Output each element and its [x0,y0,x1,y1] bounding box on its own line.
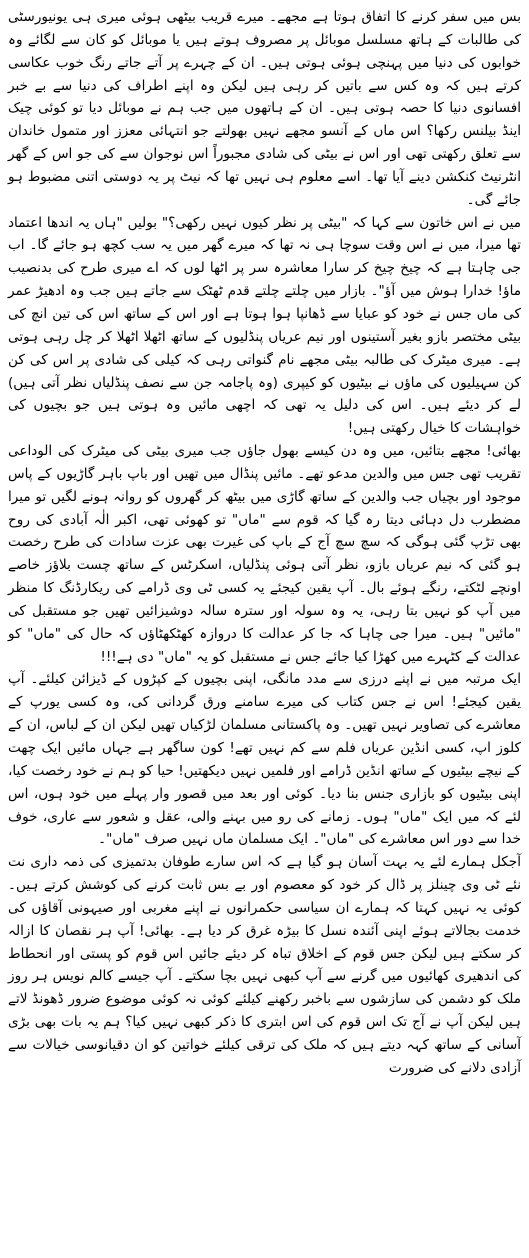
article-paragraph-5: آجکل ہمارے لئے یہ بہت آسان ہو گیا ہے کہ اس سارے طوفان بدتمیزی کی ذمہ داری نت نئے ٹی وی چینلز پر ڈال کر خود کو معصوم اور بے بس ثابت کرنے کی کوشش کرتے ہیں۔ کوئی یہ نہیں کہتا کہ ہمارے ان سیاسی حکمرانوں نے اپنے مغربی اور صیہونی آقاؤں کی خدمت بجالاتے ہوئے اپنی آئندہ نسل کا بیڑہ غرق کر دیا ہے۔ بھائی! آپ ہر نقصان کا ازالہ کر سکتے ہیں لیکن جس قوم کے اخلاق تباہ کر دیئے جائیں اس قوم کو پستی اور انحطاط کی اندھیری کھائیوں میں گرنے سے آپ کبھی نہیں بچا سکتے۔ آپ جیسے کالم نویس ہر روز ملک کو دشمن کی سازشوں سے باخبر رکھنے کیلئے کوئی نہ کوئی موضوع ضرور ڈھونڈ لاتے ہیں لیکن آپ نے آج تک اس قوم کی اس ابتری کا ذکر کبھی نہیں کیا؟ ہم یہ بات بھی بڑی آسانی کے ساتھ کہہ دیتے ہیں کہ ملک کی ترقی کیلئے خواتین کو ان دقیانوسی خیالات سے آزادی دلانے کی ضرورت [8,854,521,1076]
article-paragraph-1: بس میں سفر کرنے کا اتفاق ہوتا ہے مجھے۔ میرے قریب بیٹھی ہوئی میری ہی یونیورسٹی کی طالبات کے ہاتھ مسلسل موبائل پر مصروف ہوتے ہیں یا موبائل کو کان سے لگائے وہ خوابوں کی دنیا میں پہنچی ہوئی ہوتی ہیں۔ ان کے چہرے پر آتے جاتے رنگ خوب عکاسی کرتے ہیں کہ وہ کس سے باتیں کر رہی ہیں لیکن وہ اپنے اطراف کی دنیا سے بے خبر افسانوی دنیا کا حصہ ہوتی ہیں۔ ان کے ہاتھوں میں جب ہم نے موبائل دیا تو کوئی چیک اینڈ بیلنس رکھا؟ اس ماں کے آنسو مجھے نہیں بھولتے جو انتہائی معزز اور متمول خاندان سے تعلق رکھتی تھی اور اس نے بیٹی کی شادی مجبوراً اس نوجوان سے کی جو اس کے گھر انٹرنیٹ کنکشن دینے آیا تھا۔ اسے معلوم ہی نہیں تھا کہ نیٹ پر یہ دوستی اتنی مضبوط ہو جائے گی۔ [8,9,521,208]
article-paragraph-4: ایک مرتبہ میں نے اپنے درزی سے مدد مانگی، اپنی بچیوں کے کپڑوں کے ڈیزائن کیلئے۔ آپ یقین کیجئے! اس نے جس کتاب کی میرے سامنے ورق گردانی کی، وہ کسی یورپ کے معاشرے کی تصاویر نہیں تھیں۔ وہ پاکستانی مسلمان لڑکیاں تھیں لیکن ان کے لباس، ان کے کلوز اپ، کسی انڈین عریاں فلم سے کم نہیں تھے! کون ساگھر ہے جہاں مائیں ایک چھت کے نیچے بیٹیوں کے ساتھ انڈین ڈرامے اور فلمیں نہیں دیکھتیں! حیا کو ہم نے خود رخصت کیا، اپنی بیٹیوں کو بازاری جنس بنا دیا۔ کوئی اور بعد میں قصور وار پہلے میں خود ہوں، اس لئے کہ میں ایک "ماں" ہوں۔ زمانے کی رو میں بہنے والی، عقل و شعور سے عاری، خوف خدا سے دور اس معاشرے کی "ماں"۔ ایک مسلمان ماں نہیں صرف "ماں"۔ [8,671,521,848]
article-paragraph-3: بھائی! مجھے بتائیں، میں وہ دن کیسے بھول جاؤں جب میری بیٹی کی میٹرک کی الوداعی تقریب تھی جس میں والدین مدعو تھے۔ مائیں پنڈال میں تھیں اور باپ باہر گاڑیوں کے پاس موجود اور بچیاں جب والدین کے ساتھ گاڑی میں بیٹھ کر گھروں کو روانہ ہونے لگیں تو میرا مضطرب دل دہائی دیتا رہ گیا کہ قوم سے "ماں" تو کھوئی تھی، اکبر الٰہ آبادی کی روح بھی تڑپ گئی ہوگی کہ سچ سچ آج کے باپ کی غیرت بھی عزت سادات کی طرح رخصت ہو گئی کہ نیم عریاں بازو، نظر آتی ہوئی پنڈلیاں، اسکرٹس کے ساتھ چست بلاؤز خاصے اونچے لٹکتے، رنگے ہوئے بال۔ آپ یقین کیجئے یہ کسی ٹی وی ڈرامے کی ریکارڈنگ کا منظر میں آپ کو نہیں بتا رہی، یہ وہ سولہ اور سترہ سالہ دوشیزائیں تھیں جو مستقبل کی "مائیں" ہیں۔ میرا جی چاہا کہ جا کر عدالت کا دروازہ کھٹکھٹاؤں کہ حال کی "ماں" کو عدالت کے کٹہرے میں کھڑا کیا جائے جس نے مستقبل کو یہ "ماں" دی ہے!!! [8,443,521,665]
article-paragraph-2: میں نے اس خاتون سے کہا کہ "بیٹی پر نظر کیوں نہیں رکھی؟" بولیں "ہاں یہ اندھا اعتماد تھا میرا، میں نے اس وقت سوچا ہی نہ تھا کہ میرے گھر میں یہ سب کچھ ہو جائے گا۔ اب جی چاہتا ہے کہ چیخ چیخ کر سارا معاشرہ سر پر اٹھا لوں کہ اے میری طرح کی بدنصیب ماؤ! خدارا ہوش میں آؤ"۔ بازار میں چلتے چلتے قدم ٹھٹک سے جاتے ہیں جب وہ ادھیڑ عمر کی ماں جس نے خود کو عبایا سے ڈھانپا ہوا ہوتا ہے اور اس کے ساتھ اس کی تین انچ کی بیٹی مختصر بازو بغیر آستینوں اور نیم عریاں پنڈلیوں کے ساتھ اٹھلا اٹھلا کر چل رہی ہوتی ہے۔ میری میٹرک کی طالبہ بیٹی مجھے نام گنواتی رہی کہ کیلی کی شادی پر اس کی کن کن سہیلیوں کی ماؤں نے بیٹیوں کو کیپری (وہ پاجامہ جن سے نصف پنڈلیاں نظر آتی ہیں) لے کر دیئے ہیں۔ اس کی دلیل یہ تھی کہ اچھی مائیں وہ ہوتی ہیں جو بچیوں کی خواہشات کا خیال رکھتی ہیں! [8,214,521,437]
